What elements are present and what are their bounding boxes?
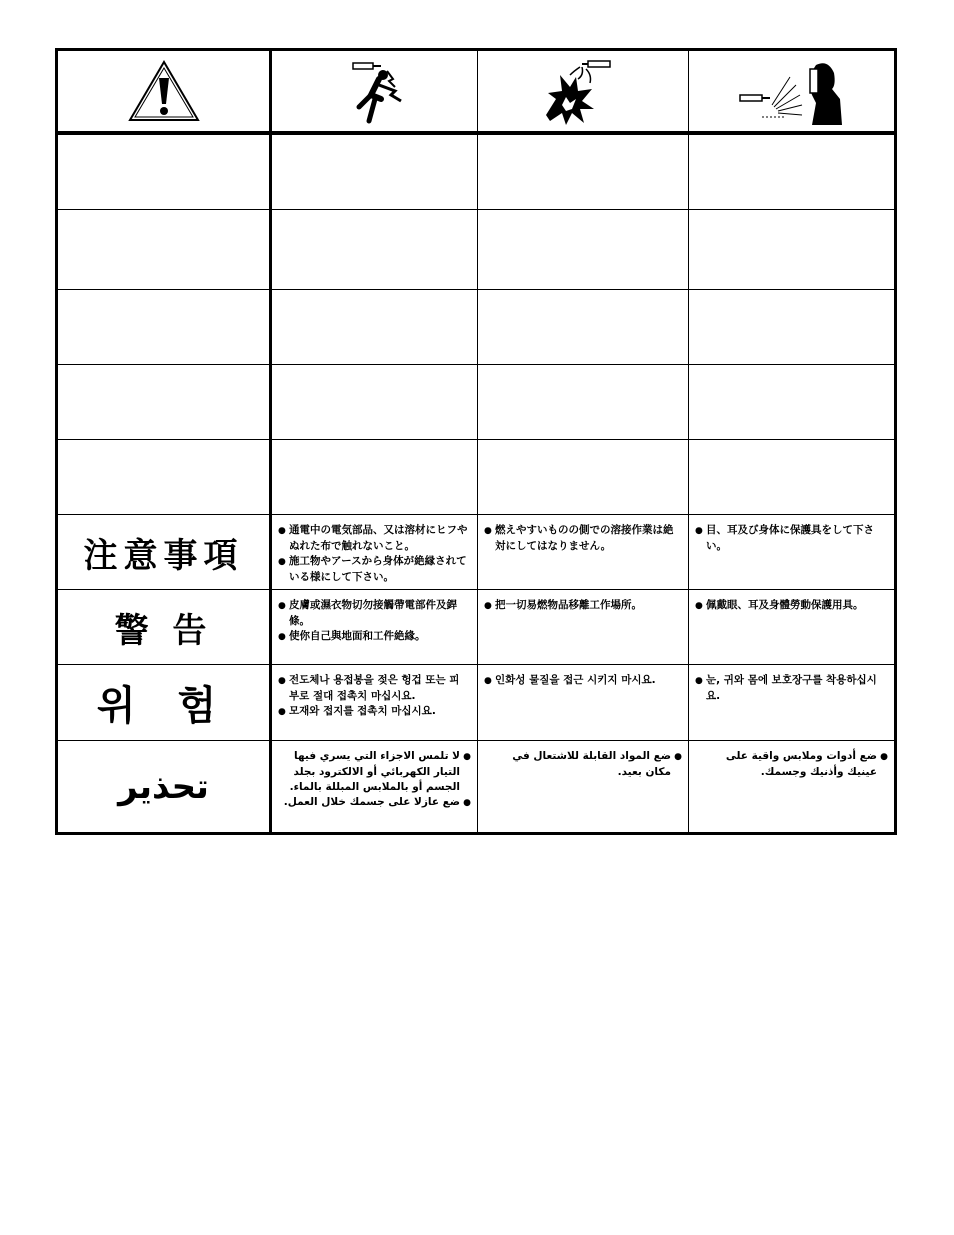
electric-shock-icon: [269, 51, 477, 131]
fire-explosion-icon: [477, 51, 688, 131]
icon-row: [58, 51, 894, 131]
language-row-korean: [58, 664, 894, 740]
ppe-warning-text: [695, 749, 888, 780]
warning-bullet: ● ضع أدوات وملابس واقية على عينيك وأذنيك وجسمك.: [695, 749, 888, 780]
shock-warning-text: [278, 523, 469, 585]
warning-bullet: ● 使你自己與地面和工件絶緣。: [278, 629, 469, 645]
warning-bullet: ● 通電中の電気部品、又は溶材にヒフやぬれた布で触れないこと。: [278, 523, 469, 554]
warning-bullet: ● 皮膚或濕衣物切勿接觸帶電部件及銲條。: [278, 598, 469, 629]
warning-bullet: ● 佩戴眼、耳及身體勞動保護用具。: [695, 598, 886, 614]
language-label: 警 告: [114, 610, 213, 651]
shock-warning-text: [278, 749, 471, 811]
fire-warning-text: [484, 673, 680, 689]
arc-rays-icon: [688, 51, 894, 131]
ppe-warning-text: [695, 523, 886, 554]
language-label: 위 험: [96, 683, 231, 729]
language-row-arabic: [58, 740, 894, 832]
shock-warning-text: [278, 673, 469, 720]
warning-bullet: ● 燃えやすいものの側での溶接作業は絶対にしてはなりません。: [484, 523, 680, 554]
warning-table: [55, 48, 897, 835]
blank-row: [58, 131, 894, 209]
ppe-warning-text: [695, 673, 886, 704]
language-row-chinese: [58, 589, 894, 664]
blank-row: [58, 364, 894, 439]
warning-bullet: ● ضع عازلا على جسمك خلال العمل.: [278, 795, 471, 811]
warning-bullet: ● ضع المواد القابلة للاشتعال في مكان بعيد.: [484, 749, 682, 780]
warning-bullet: ● 모재와 접지를 접촉치 마십시요.: [278, 704, 469, 720]
fire-warning-text: [484, 598, 680, 614]
warning-bullet: ● 施工物やアースから身体が絶縁されている様にして下さい。: [278, 554, 469, 585]
fire-warning-text: [484, 749, 682, 780]
warning-bullet: ● 目、耳及び身体に保護具をして下さい。: [695, 523, 886, 554]
warning-bullet: ● 눈, 귀와 몸에 보호장구를 착용하십시요.: [695, 673, 886, 704]
ppe-warning-text: [695, 598, 886, 614]
fire-warning-text: [484, 523, 680, 554]
blank-row: [58, 209, 894, 289]
general-warning-icon: [58, 51, 269, 131]
blank-row: [58, 289, 894, 364]
warning-bullet: ● 把一切易燃物品移離工作場所。: [484, 598, 680, 614]
language-row-japanese: [58, 514, 894, 589]
warning-bullet: ● لا تلمس الاجزاء التي يسري فيها التيار الكهربائي أو الالكترود بجلد الجسم أو بالملابس المبللة بالماء.: [278, 749, 471, 795]
warning-bullet: ● 전도체나 용접봉을 젖은 헝겁 또는 피부로 절대 접촉치 마십시요.: [278, 673, 469, 704]
blank-row: [58, 439, 894, 514]
warning-bullet: ● 인화성 물질을 접근 시키지 마시요.: [484, 673, 680, 689]
shock-warning-text: [278, 598, 469, 645]
language-label: 注意事項: [83, 535, 244, 576]
language-label: تحذير: [118, 766, 209, 807]
